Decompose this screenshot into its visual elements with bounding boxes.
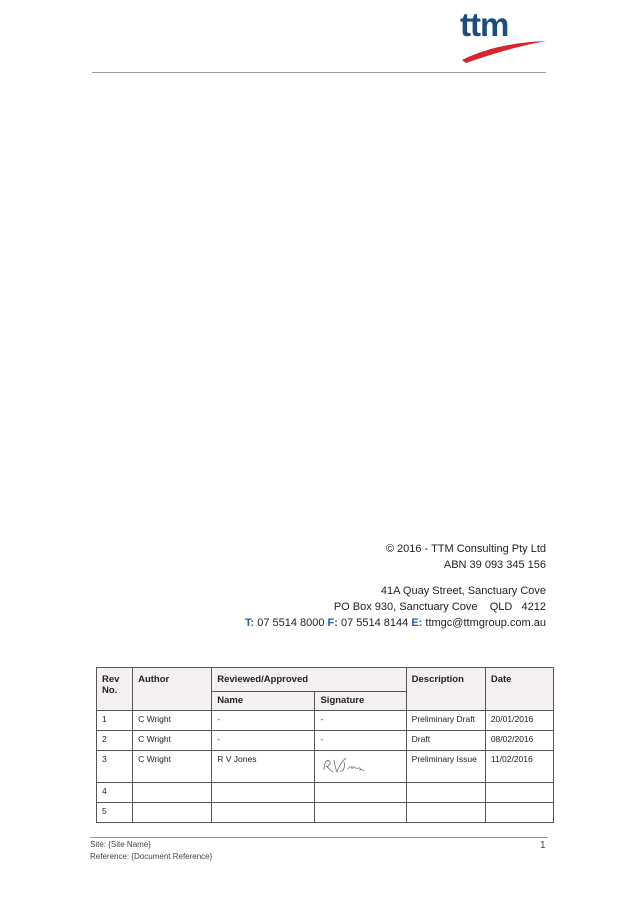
header-reviewed-approved: Reviewed/Approved [212,668,406,692]
footer-divider [90,837,548,838]
cell-description: Draft [406,731,485,751]
cell-signature [315,803,406,823]
header-signature: Signature [315,692,406,711]
cell-author: C Wright [133,711,212,731]
cell-rev: 3 [97,751,133,783]
footer-site: Site: {Site Name} [90,840,151,849]
ttm-logo [456,8,550,64]
header-author: Author [133,668,212,711]
email-address: ttmgc@ttmgroup.com.au [422,617,546,629]
page-number: 1 [540,840,546,851]
cell-description: Preliminary Draft [406,711,485,731]
cell-description: Preliminary Issue [406,751,485,783]
table-row [97,803,554,823]
cell-author [133,783,212,803]
footer-reference: Reference: {Document Reference} [90,852,213,861]
cell-date: 11/02/2016 [485,751,553,783]
cell-date [485,783,553,803]
abn-line: ABN 39 093 345 156 [443,559,546,571]
phone-label: T: [244,617,255,629]
cell-name: - [212,731,315,751]
cell-name [212,783,315,803]
header-rev-no: Rev No. [97,668,133,711]
cell-rev: 2 [97,731,133,751]
handwritten-signature-icon [320,754,366,776]
cell-date [485,803,553,823]
cell-signature [315,783,406,803]
fax-label: F: [327,617,338,629]
email-label: E: [411,617,423,629]
company-details [245,541,546,631]
cell-name [212,803,315,823]
table-row [97,731,554,751]
table-row [97,751,554,783]
address-line-2: PO Box 930, Sanctuary Cove QLD 4212 [333,601,546,613]
revision-table [96,667,554,823]
cell-rev: 5 [97,803,133,823]
cell-date: 20/01/2016 [485,711,553,731]
logo-text: ttm [460,6,509,43]
cell-rev: 4 [97,783,133,803]
cell-name: R V Jones [212,751,315,783]
table-row [97,783,554,803]
cell-author: C Wright [133,731,212,751]
phone-number: 07 5514 8000 [254,617,328,629]
cell-description [406,783,485,803]
cell-signature [315,751,406,783]
address-line-1: 41A Quay Street, Sanctuary Cove [380,585,546,597]
header-date: Date [485,668,553,711]
header-name: Name [212,692,315,711]
fax-number: 07 5514 8144 [337,617,412,629]
cell-author [133,803,212,823]
table-row [97,711,554,731]
header-description: Description [406,668,485,711]
cell-date: 08/02/2016 [485,731,553,751]
contact-line [245,615,546,631]
header-divider [92,72,546,73]
cell-name: - [212,711,315,731]
cell-signature: - [315,731,406,751]
cell-signature: - [315,711,406,731]
cell-description [406,803,485,823]
copyright-line: © 2016 - TTM Consulting Pty Ltd [385,543,546,555]
cell-rev: 1 [97,711,133,731]
cell-author: C Wright [133,751,212,783]
